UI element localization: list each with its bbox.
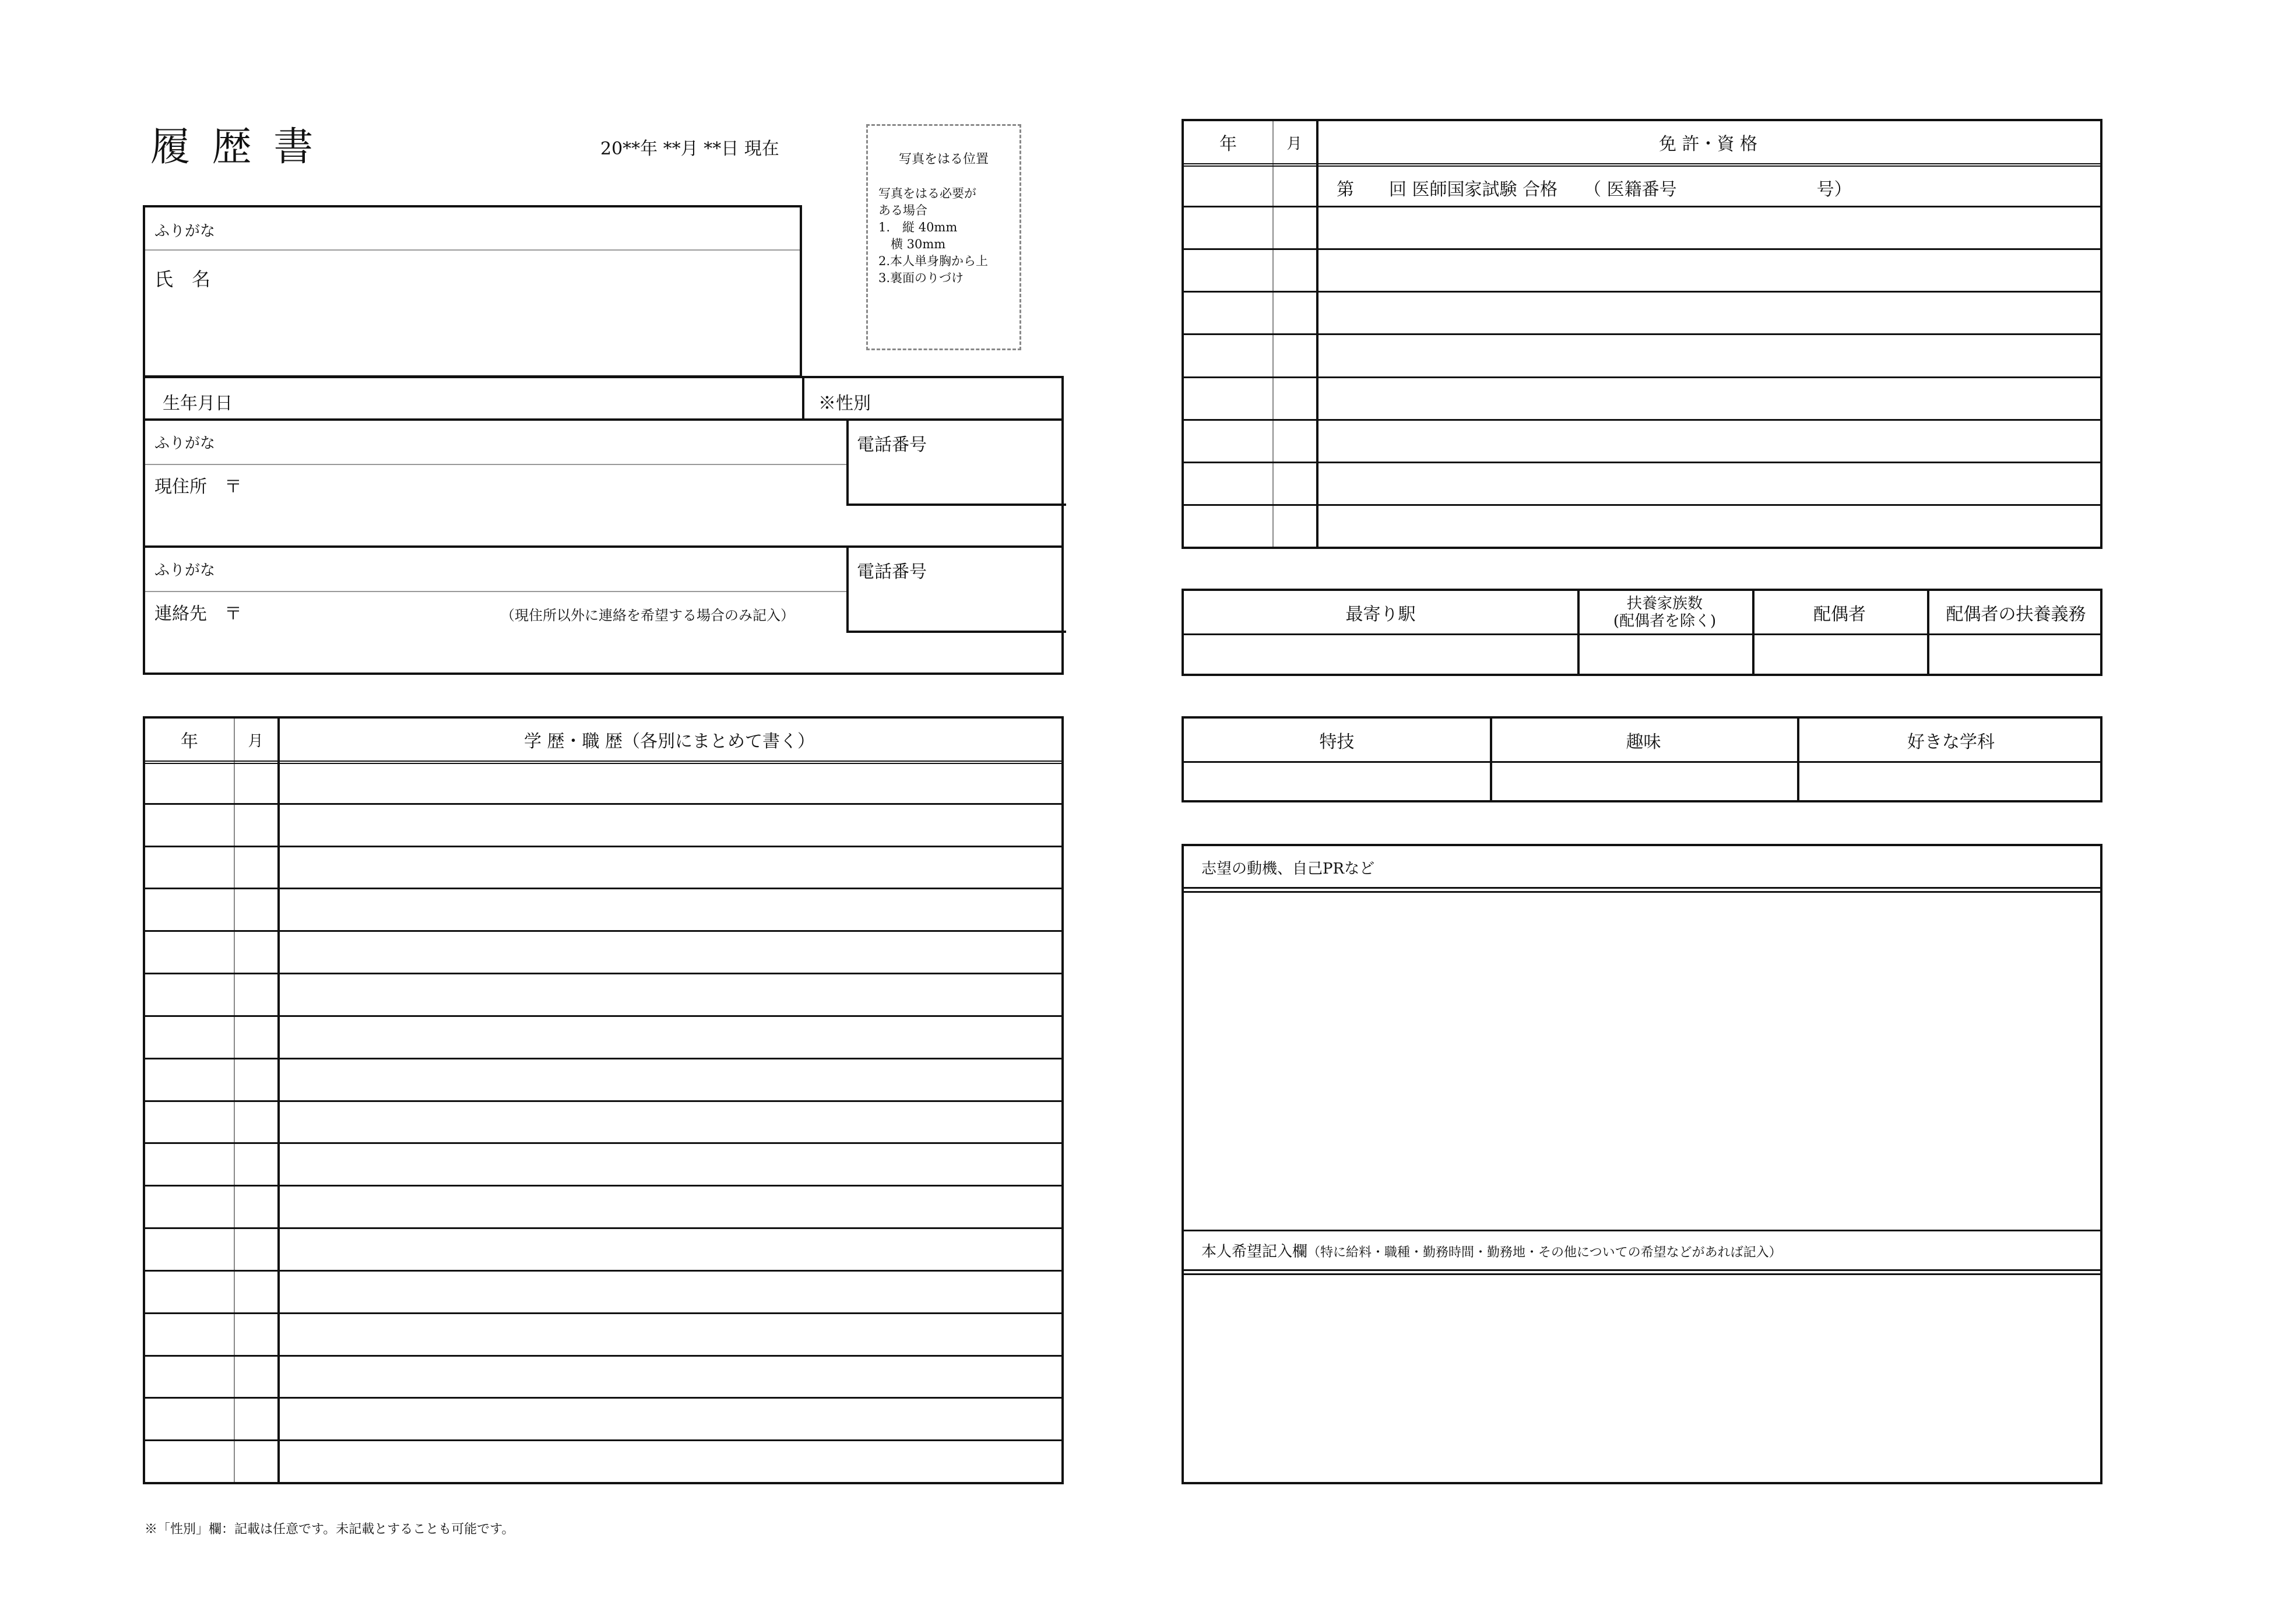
motivation-wishes-block [1182, 844, 2102, 1484]
contact-block [143, 545, 1064, 675]
photo-instructions [878, 185, 988, 287]
station-input[interactable] [1184, 635, 1577, 676]
footer-note: ※「性別」欄：記載は任意です。未記載とすることも可能です。 [145, 1522, 515, 1537]
contact-note: （現住所以外に連絡を希望する場合のみ記入） [501, 607, 794, 624]
license-table-row[interactable] [1316, 336, 2100, 375]
spouse-header: 配偶者 [1813, 604, 1866, 625]
license-row-divider [1184, 291, 2100, 293]
contact-phone-cell [846, 545, 1066, 633]
skill-header: 特技 [1319, 731, 1355, 752]
history-row-divider [145, 888, 1061, 889]
spouse-support-input[interactable] [1929, 635, 2102, 676]
license-table [1182, 119, 2102, 549]
address-input[interactable] [273, 467, 833, 537]
history-row-divider [145, 1185, 1061, 1187]
family-table [1182, 589, 2102, 676]
history-row-divider [145, 1058, 1061, 1059]
history-table-row[interactable] [277, 1442, 1061, 1481]
station-header: 最寄り駅 [1345, 604, 1416, 625]
contact-input[interactable] [273, 624, 833, 664]
history-row-divider [145, 930, 1061, 932]
photo-box [866, 124, 1021, 350]
photo-instruction-line: 写真をはる必要が [878, 186, 976, 200]
license-row-divider [1184, 206, 2100, 207]
license-title-header: 免 許・資 格 [1658, 134, 1758, 154]
dependents-header [1577, 591, 1752, 633]
history-row-divider [145, 973, 1061, 974]
history-row-divider [145, 1015, 1061, 1017]
history-table-row[interactable] [277, 1103, 1061, 1142]
dependents-label: 扶養家族数 [1626, 594, 1703, 612]
photo-instruction-line: 3.裏面のりづけ [878, 271, 964, 285]
name-furigana-label: ふりがな [154, 223, 216, 240]
history-table-row[interactable] [277, 890, 1061, 929]
license-table-row[interactable] [1316, 464, 2100, 503]
photo-instruction-line: 1. 縦 40mm [878, 220, 958, 234]
history-table-row[interactable] [277, 1060, 1061, 1099]
history-row-divider [145, 1439, 1061, 1441]
photo-instruction-line: 2.本人単身胸から上 [878, 254, 989, 268]
name-furigana-divider [145, 249, 800, 251]
contact-phone-input[interactable] [855, 580, 1060, 625]
history-row-divider [145, 846, 1061, 847]
photo-instruction-line: ある場合 [878, 203, 927, 217]
history-table-row[interactable] [277, 1230, 1061, 1269]
address-block [143, 418, 1064, 548]
wishes-heading [1201, 1240, 1782, 1261]
history-table-row[interactable] [277, 763, 1061, 802]
contact-furigana-label: ふりがな [154, 562, 216, 579]
history-table [143, 716, 1064, 1484]
license-year-header: 年 [1219, 134, 1237, 154]
phone-input[interactable] [855, 453, 1060, 498]
name-block [143, 205, 802, 378]
motivation-input[interactable] [1189, 896, 2095, 1182]
photo-title: 写真をはる位置 [898, 152, 989, 167]
license-row-divider [1184, 333, 2100, 335]
history-row-divider [145, 1227, 1061, 1229]
history-table-row[interactable] [277, 1399, 1061, 1438]
skill-input[interactable] [1184, 763, 1490, 802]
name-label: 氏 名 [154, 268, 211, 290]
history-table-row[interactable] [277, 1145, 1061, 1184]
subject-header: 好きな学科 [1907, 731, 1995, 752]
license-table-row[interactable] [1316, 421, 2100, 460]
skills-table [1182, 716, 2102, 802]
wishes-input[interactable] [1189, 1279, 2095, 1477]
history-table-row[interactable] [277, 805, 1061, 844]
spouse-support-header: 配偶者の扶養義務 [1946, 604, 2086, 625]
history-table-row[interactable] [277, 1357, 1061, 1396]
wishes-note: （特に給料・職種・勤務時間・勤務地・その他についての希望などがあれば記入） [1307, 1245, 1782, 1260]
history-row-divider [145, 803, 1061, 805]
history-row-divider [145, 1100, 1061, 1102]
hobby-input[interactable] [1492, 763, 1797, 802]
gender-label: ※性別 [818, 393, 871, 414]
history-table-row[interactable] [277, 932, 1061, 971]
dependents-input[interactable] [1580, 635, 1752, 676]
address-label: 現住所 〒 [154, 477, 242, 497]
license-table-row[interactable] [1316, 208, 2100, 247]
page-title: 履 歴 書 [150, 124, 318, 170]
birth-label: 生年月日 [163, 393, 233, 414]
license-row-divider [1184, 462, 2100, 463]
subject-input[interactable] [1799, 763, 2102, 802]
history-table-row[interactable] [277, 1272, 1061, 1311]
date-line: 20**年 **月 **日 現在 [600, 139, 779, 159]
spouse-input[interactable] [1754, 635, 1927, 676]
name-input[interactable] [238, 254, 794, 369]
history-table-row[interactable] [277, 1315, 1061, 1354]
contact-label: 連絡先 〒 [154, 604, 242, 624]
license-row-divider [1184, 504, 2100, 506]
history-title-header: 学 歴・職 歴（各別にまとめて書く） [523, 731, 815, 752]
license-table-row[interactable] [1316, 506, 2100, 545]
license-first-entry: 第 回 医師国家試験 合格 （ 医籍番号 号） [1337, 179, 1852, 200]
birth-row [143, 376, 1064, 421]
license-month-header: 月 [1286, 135, 1302, 153]
license-row-divider [1184, 248, 2100, 250]
license-table-row[interactable] [1316, 251, 2100, 290]
dependents-note: (配偶者を除く) [1613, 612, 1717, 630]
history-table-row[interactable] [277, 1187, 1061, 1226]
history-table-row[interactable] [277, 1018, 1061, 1057]
license-table-row[interactable] [1316, 293, 2100, 332]
history-year-header: 年 [181, 731, 198, 752]
history-row-divider [145, 1312, 1061, 1314]
contact-phone-label: 電話番号 [857, 562, 927, 582]
phone-cell [846, 418, 1066, 506]
history-row-divider [145, 1270, 1061, 1272]
history-table-row[interactable] [277, 975, 1061, 1014]
license-row-divider [1184, 376, 2100, 378]
wishes-label: 本人希望記入欄 [1201, 1243, 1308, 1261]
history-row-divider [145, 1142, 1061, 1144]
history-month-header: 月 [248, 732, 263, 750]
license-table-row[interactable] [1316, 379, 2100, 418]
history-row-divider [145, 1397, 1061, 1399]
photo-instruction-line: 横 30mm [878, 237, 946, 251]
motivation-label: 志望の動機、自己PRなど [1201, 860, 1375, 878]
phone-label: 電話番号 [857, 435, 927, 455]
hobby-header: 趣味 [1626, 731, 1661, 752]
license-row-divider [1184, 419, 2100, 421]
history-row-divider [145, 1355, 1061, 1357]
history-table-row[interactable] [277, 848, 1061, 887]
address-furigana-label: ふりがな [154, 435, 216, 452]
